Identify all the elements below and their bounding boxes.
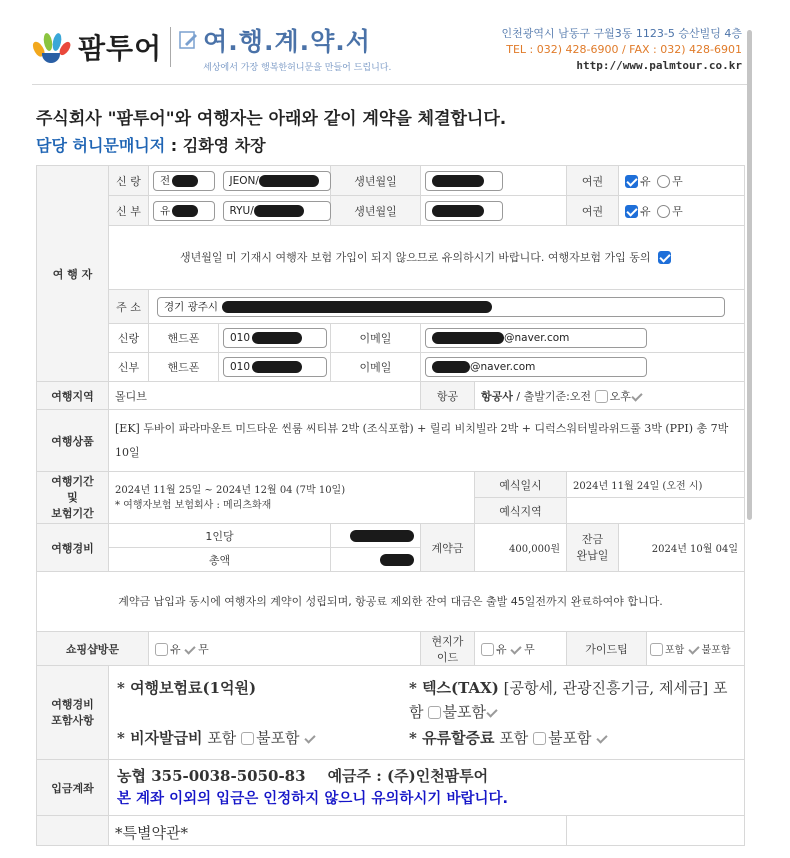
- intro-text: 주식회사 "팜투어"와 여행자는 아래와 같이 계약을 체결합니다.: [36, 109, 507, 129]
- groom-kor-name-input[interactable]: 전: [153, 171, 215, 191]
- groom-row: 여 행 자 신 랑 전 JEON/ 생년월일 여권 유 무: [37, 166, 745, 196]
- address-row: [37, 290, 745, 324]
- redaction: [254, 205, 304, 217]
- air-sub: / 출발기준:오전: [512, 389, 592, 403]
- deposit-label: 계약금: [421, 524, 475, 572]
- bride-phone-input[interactable]: 010: [223, 357, 327, 377]
- air-pm-check-icon[interactable]: [631, 391, 643, 403]
- redaction: [432, 205, 484, 217]
- bride-kor-name-input[interactable]: 유: [153, 201, 215, 221]
- payment-row: [37, 760, 745, 816]
- header-divider: [32, 84, 747, 85]
- contract-notice-row: [37, 572, 745, 632]
- groom-birth-label: 생년월일: [331, 166, 421, 196]
- balance-label-1: 잔금: [581, 532, 604, 546]
- fuel-item: * 유류할증료: [409, 728, 495, 747]
- groom-contact-role: 신랑: [109, 324, 149, 353]
- groom-passport-label: 여권: [567, 166, 619, 196]
- air-am-checkbox[interactable]: [595, 390, 608, 403]
- bride-email-label: 이메일: [331, 353, 421, 382]
- product-row: [37, 410, 745, 472]
- wedding-place-label: 예식지역: [475, 498, 567, 524]
- groom-email-input[interactable]: @naver.com: [425, 328, 647, 348]
- period-label-1: 여행기간: [51, 474, 94, 488]
- contract-form: [36, 165, 745, 846]
- contract-pen-icon: [177, 29, 199, 51]
- insurance-consent-checkbox[interactable]: [658, 251, 671, 264]
- bride-role: 신 부: [109, 196, 149, 226]
- company-tel: TEL : 032) 428-6900 / FAX : 032) 428-6901: [506, 43, 742, 56]
- per-person-redaction: [350, 530, 414, 542]
- insurer: * 여행자보험 보험회사 : 메리츠화재: [115, 499, 272, 511]
- wedding-date-label: 예식일시: [475, 472, 567, 498]
- region-value: 몰디브: [109, 382, 421, 410]
- groom-birth-input[interactable]: [425, 171, 503, 191]
- cost-label: 여행경비: [37, 524, 109, 572]
- wedding-place: [567, 498, 745, 524]
- air-label: 항공: [421, 382, 475, 410]
- balance-date: 2024년 10월 04일: [619, 524, 745, 572]
- product-value: [EK] 두바이 파라마운트 미드타운 씬룸 씨티뷰 2박 (조식포함) + 릴리 비치빌라 2박 + 디럭스워터빌라위드풀 3박 (PPI) 총 7박 10일: [109, 410, 745, 472]
- groom-contact-row: [37, 324, 745, 353]
- palm-logo-icon: [32, 27, 72, 67]
- period-dates: 2024년 11월 25일 ~ 2024년 12월 04 (7박 10일): [115, 484, 346, 496]
- groom-passport-no-radio[interactable]: [657, 175, 670, 188]
- manager-label: 담당 허니문매니저: [36, 136, 166, 155]
- logo-divider: [170, 27, 171, 67]
- redaction: [432, 361, 470, 373]
- manager-sep: :: [165, 136, 183, 155]
- inclusions-row: 여행경비 포함사항 * 여행보험료(1억원) * 텍스(TAX) [공항세, 관광진흥기금, 제세금] 포함 불포함 * 비자발급비 포함 불포함 * 유류할증료 포함 불포함: [37, 666, 745, 760]
- redaction: [259, 175, 319, 187]
- product-label: 여행상품: [37, 410, 109, 472]
- cost-row-1: [37, 524, 745, 548]
- special-terms: *특별약관*: [109, 816, 567, 846]
- visa-incl-checkbox[interactable]: [241, 732, 254, 745]
- groom-passport-yes-checkbox[interactable]: [625, 175, 638, 188]
- air-pm: 오후: [609, 389, 631, 403]
- visa-item: * 비자발급비: [117, 728, 203, 747]
- redaction: [432, 332, 504, 344]
- redaction: [432, 175, 484, 187]
- period-row-1: [37, 472, 745, 498]
- balance-label-2: 완납일: [576, 548, 609, 562]
- tax-incl-checkbox[interactable]: [428, 706, 441, 719]
- redaction: [172, 205, 198, 217]
- tax-detail: [공항세, 관광진흥기금, 제세금] 포함: [409, 678, 728, 721]
- shopping-yes-checkbox[interactable]: [155, 643, 168, 656]
- bride-row: 신 부 유 RYU/ 생년월일 여권 유 무: [37, 196, 745, 226]
- address-input[interactable]: 경기 광주시: [157, 297, 725, 317]
- account-number: 농협 355-0038-5050-83: [117, 766, 306, 785]
- groom-phone-label: 핸드폰: [149, 324, 219, 353]
- company-info: [502, 26, 742, 74]
- fuel-excl-check-icon[interactable]: [596, 733, 608, 745]
- groom-email-label: 이메일: [331, 324, 421, 353]
- contract-notice: 계약금 납입과 동시에 여행자의 계약이 성립되며, 항공료 제외한 잔여 대금은 출발 45일전까지 완료하여야 합니다.: [37, 572, 745, 632]
- options-row: 쇼핑샵방문 유 무 현지가이드 유 무 가이드팁 포함 불포함: [37, 632, 745, 666]
- doc-title-text: 여.행.계.약.서: [203, 26, 371, 56]
- tip-incl-checkbox[interactable]: [650, 643, 663, 656]
- bride-passport-no-radio[interactable]: [657, 205, 670, 218]
- company-url[interactable]: http://www.palmtour.co.kr: [576, 59, 742, 72]
- insurance-notice: 생년월일 미 기재시 여행자 보험 가입이 되지 않으므로 유의하시기 바랍니다. 여행자보험 가입 동의: [180, 250, 651, 264]
- scrollbar[interactable]: [747, 30, 752, 520]
- address-label: 주 소: [109, 290, 149, 324]
- document-header: [0, 0, 790, 92]
- payment-label: 입금계좌: [37, 760, 109, 816]
- bride-phone-label: 핸드폰: [149, 353, 219, 382]
- tip-label: 가이드팁: [567, 632, 647, 666]
- total-label: 총액: [109, 548, 331, 572]
- tax-title: * 텍스(TAX): [409, 678, 499, 697]
- bride-contact-role: 신부: [109, 353, 149, 382]
- deposit-value: 400,000원: [475, 524, 567, 572]
- doc-title: [177, 22, 391, 58]
- period-label-2: 및: [67, 490, 78, 504]
- total-redaction: [380, 554, 414, 566]
- bride-contact-row: [37, 353, 745, 382]
- brand-name: 팜투어: [78, 32, 163, 65]
- tip-excl-check-icon[interactable]: [688, 644, 700, 656]
- groom-role: 신 랑: [109, 166, 149, 196]
- bride-eng-name-input[interactable]: RYU/: [223, 201, 331, 221]
- bride-birth-label: 생년월일: [331, 196, 421, 226]
- visa-excl-check-icon[interactable]: [304, 733, 316, 745]
- period-label-3: 보험기간: [51, 506, 94, 520]
- inclusions-label-2: 포함사항: [51, 713, 94, 727]
- insurance-item: * 여행보험료(1억원): [117, 678, 257, 697]
- redaction: [252, 332, 302, 344]
- redaction: [222, 301, 492, 313]
- per-person-label: 1인당: [109, 524, 331, 548]
- wedding-date: 2024년 11월 24일 (오전 시): [567, 472, 745, 498]
- region-row: [37, 382, 745, 410]
- logo: [32, 22, 391, 72]
- groom-eng-name-input[interactable]: JEON/: [223, 171, 331, 191]
- manager-line: [36, 133, 266, 156]
- bride-email-input[interactable]: @naver.com: [425, 357, 647, 377]
- fuel-incl-checkbox[interactable]: [533, 732, 546, 745]
- redaction: [252, 361, 302, 373]
- bride-passport-yes-checkbox[interactable]: [625, 205, 638, 218]
- company-address: 인천광역시 남동구 구월3동 1123-5 승산빌딩 4층: [501, 27, 742, 40]
- region-label: 여행지역: [37, 382, 109, 410]
- guide-yes-checkbox[interactable]: [481, 643, 494, 656]
- traveler-section-label: 여 행 자: [37, 166, 109, 382]
- air-text: 항공사: [481, 389, 513, 403]
- shopping-label: 쇼핑샵방문: [37, 632, 149, 666]
- shopping-no-check-icon[interactable]: [184, 644, 196, 656]
- guide-label: 현지가이드: [421, 632, 475, 666]
- groom-phone-input[interactable]: 010: [223, 328, 327, 348]
- guide-no-check-icon[interactable]: [510, 644, 522, 656]
- special-terms-row: [37, 816, 745, 846]
- redaction: [172, 175, 198, 187]
- inclusions-label-1: 여행경비: [51, 697, 94, 711]
- payment-warning: 본 계좌 이외의 입금은 인정하지 않으니 유의하시기 바랍니다.: [117, 790, 509, 807]
- insurance-notice-row: [37, 226, 745, 290]
- tax-excl-check-icon[interactable]: [486, 707, 498, 719]
- manager-name: 김화영 차장: [182, 136, 266, 155]
- bride-passport-label: 여권: [567, 196, 619, 226]
- account-holder: 예금주 : (주)인천팜투어: [327, 766, 489, 785]
- bride-birth-input[interactable]: [425, 201, 503, 221]
- doc-title-block: [177, 22, 391, 73]
- slogan: 세상에서 가장 행복한허니문을 만들어 드립니다.: [203, 62, 392, 73]
